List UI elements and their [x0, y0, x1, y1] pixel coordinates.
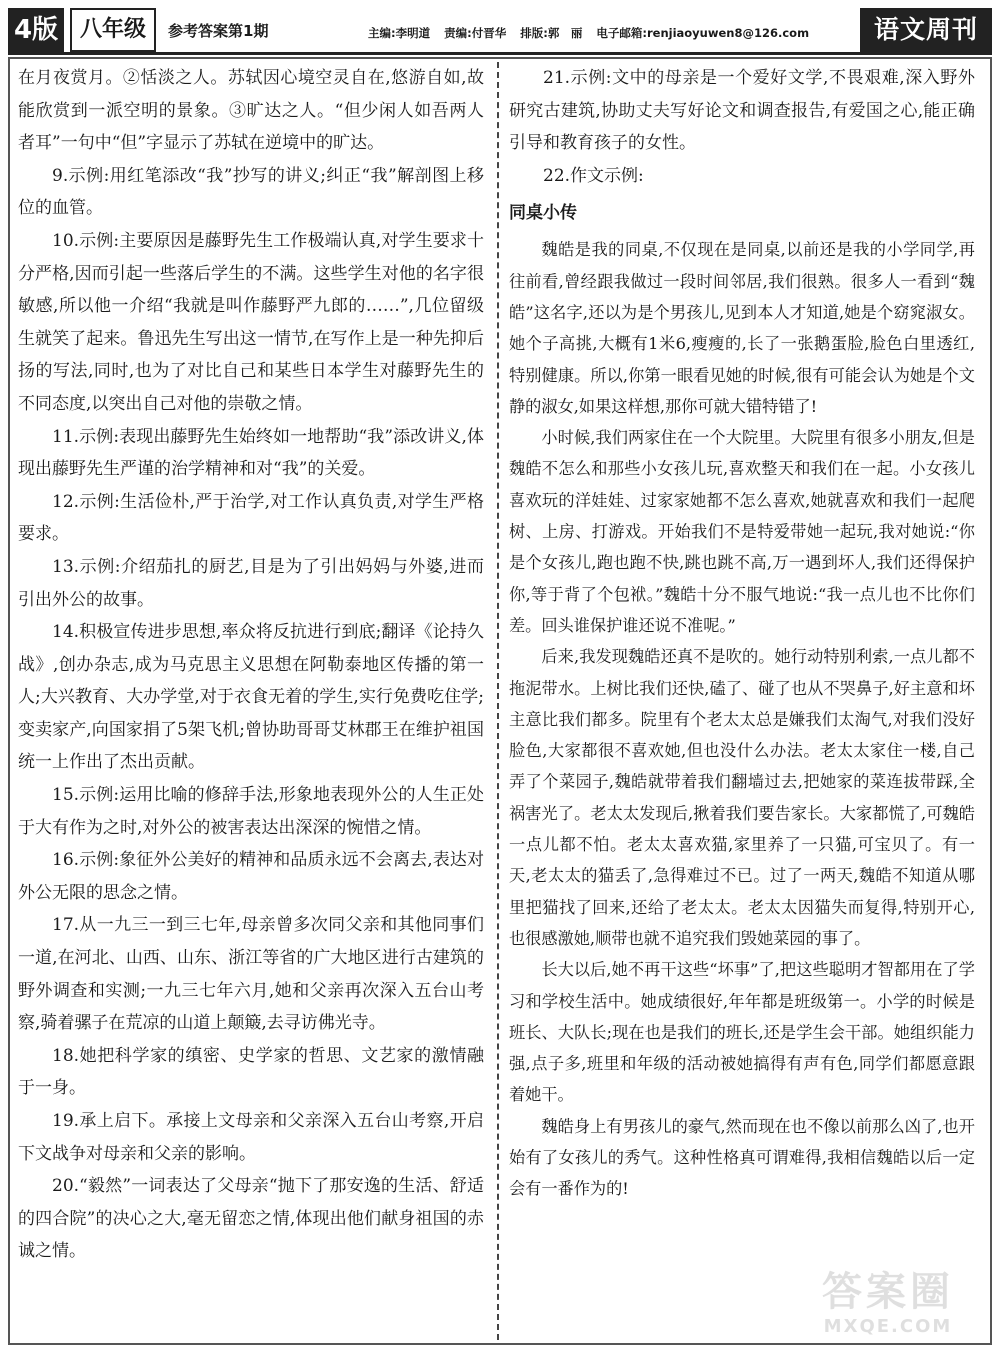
answer-21: 21.示例:文中的母亲是一个爱好文学,不畏艰难,深入野外研究古建筑,协助丈夫写好论文和调查报告,有爱国之心,能正确引导和教育孩子的女性。	[509, 68, 975, 154]
responsible-editor: 责编:付晋华	[444, 26, 507, 40]
answer-12: 12.示例:生活俭朴,严于治学,对工作认真负责,对学生严格要求。	[18, 491, 484, 545]
essay-paragraph: 魏皓是我的同桌,不仅现在是同桌,以前还是我的小学同学,再往前看,曾经跟我做过一段时间邻居,我们很熟。很多人一看到“魏皓”这名字,还以为是个男孩儿,见到本人才知道,她是个窈窕淑女。她个子高挑,大概有1米6,瘦瘦的,长了一张鹅蛋脸,脸色白里透红,特别健康。所以,你第一眼看见她的时候,很有可能会认为她是个文静的淑女,如果这样想,那你可就大错特错了!	[509, 240, 975, 416]
grade-label: 八年级	[70, 8, 156, 52]
answer-13: 13.示例:介绍茄扎的厨艺,目是为了引出妈妈与外婆,进而引出外公的故事。	[18, 556, 484, 610]
answer-14: 14.积极宣传进步思想,率众将反抗进行到底;翻译《论持久战》,创办杂志,成为马克思主义思想在阿勒泰地区传播的第一人;大兴教育、大办学堂,对于衣食无着的学生,实行免费吃住学;变卖家产,向国家捐了5架飞机;曾协助哥哥艾林郡王在维护祖国统一上作出了杰出贡献。	[18, 622, 484, 773]
essay-paragraph: 长大以后,她不再干这些“坏事”了,把这些聪明才智都用在了学习和学校生活中。她成绩很好,年年都是班级第一。小学的时候是班长、大队长;现在也是我们的班长,还是学生会干部。她组织能力强,点子多,班里和年级的活动被她搞得有声有色,同学们都愿意跟着她干。	[509, 960, 975, 1105]
essay-paragraph: 后来,我发现魏皓还真不是吹的。她行动特别利索,一点儿都不拖泥带水。上树比我们还快,磕了、碰了也从不哭鼻子,好主意和坏主意比我们都多。院里有个老太太总是嫌我们太淘气,对我们没好脸色,大家都很不喜欢她,但也没什么办法。老太太家住一楼,自己弄了个菜园子,魏皓就带着我们翻墙过去,把她家的菜连拔带踩,全祸害光了。老太太发现后,揪着我们要告家长。大家都慌了,可魏皓一点儿都不怕。老太太喜欢猫,家里养了一只猫,可宝贝了。有一天,老太太的猫丢了,急得难过不已。过了一两天,魏皓不知道从哪里把猫找了回来,还给了老太太。老太太因猫失而复得,特别开心,也很感激她,顺带也就不追究我们毁她菜园的事了。	[509, 647, 975, 948]
answer-paragraph: 在月夜赏月。②恬淡之人。苏轼因心境空灵自在,悠游自如,故能欣赏到一派空明的景象。③旷达之人。“但少闲人如吾两人者耳”一句中“但”字显示了苏轼在逆境中的旷达。	[18, 68, 484, 154]
right-column	[509, 62, 975, 1338]
essay-paragraph: 小时候,我们两家住在一个大院里。大院里有很多小朋友,但是魏皓不怎么和那些小女孩儿玩,喜欢整天和我们在一起。小女孩儿喜欢玩的洋娃娃、过家家她都不怎么喜欢,她就喜欢和我们一起爬树、上房、打游戏。开始我们不是特爱带她一起玩,我对她说:“你是个女孩儿,跑也跑不快,跳也跳不高,万一遇到坏人,我们还得保护你,等于背了个包袱。”魏皓十分不服气地说:“我一点儿也不比你们差。回头谁保护谁还说不准呢。”	[509, 428, 975, 635]
answer-9: 9.示例:用红笔添改“我”抄写的讲义;纠正“我”解剖图上移位的血管。	[18, 165, 484, 219]
page-header	[8, 8, 992, 55]
essay-title: 同桌小传	[509, 203, 577, 224]
answer-19: 19.承上启下。承接上文母亲和父亲深入五台山考察,开启下文战争对母亲和父亲的影响。	[18, 1111, 484, 1164]
publication-logo: 语文周刊	[860, 8, 992, 52]
issue-label: 参考答案第1期	[168, 22, 269, 40]
watermark-logo: 答案圈	[822, 1269, 954, 1315]
column-divider	[497, 62, 499, 1340]
answer-15: 15.示例:运用比喻的修辞手法,形象地表现外公的人生正处于大有作为之时,对外公的被害表达出深深的惋惜之情。	[18, 785, 484, 838]
answer-16: 16.示例:象征外公美好的精神和品质永远不会离去,表达对外公无限的思念之情。	[18, 850, 484, 903]
essay-paragraph: 魏皓身上有男孩儿的豪气,然而现在也不像以前那么凶了,也开始有了女孩儿的秀气。这种性格真可谓难得,我相信魏皓以后一定会有一番作为的!	[509, 1116, 975, 1199]
layout-editor: 排版:郭 丽	[520, 26, 583, 40]
site-watermark	[788, 1269, 988, 1343]
email-address: 电子邮箱:renjiaoyuwen8@126.com	[596, 26, 810, 40]
answer-22: 22.作文示例:	[543, 165, 644, 186]
answer-18: 18.她把科学家的缜密、史学家的哲思、文艺家的激情融于一身。	[18, 1045, 484, 1099]
page-number-badge: 4版	[8, 8, 64, 52]
editorial-credits	[368, 8, 848, 52]
answer-11: 11.示例:表现出藤野先生始终如一地帮助“我”添改讲义,体现出藤野先生严谨的治学精神和对“我”的关爱。	[18, 426, 484, 480]
answer-20: 20.“毅然”一词表达了父母亲“抛下了那安逸的生活、舒适的四合院”的决心之大,毫无留恋之情,体现出他们献身祖国的赤诚之情。	[18, 1176, 484, 1262]
answer-10: 10.示例:主要原因是藤野先生工作极端认真,对学生要求十分严格,因而引起一些落后学生的不满。这些学生对他的名字很敏感,所以他一介绍“我就是叫作藤野严九郎的……”,几位留级生就笑了起来。鲁迅先生写出这一情节,在写作上是一种先抑后扬的写法,同时,也为了对比自己和某些日本学生对藤野先生的不同态度,以突出自己对他的崇敬之情。	[18, 230, 484, 414]
chief-editor: 主编:李明道	[368, 26, 431, 40]
left-column	[18, 62, 484, 1338]
answer-17: 17.从一九三一到三七年,母亲曾多次同父亲和其他同事们一道,在河北、山西、山东、浙江等省的广大地区进行古建筑的野外调查和实测;一九三七年六月,她和父亲再次深入五台山考察,骑着骡子在荒凉的山道上颠簸,去寻访佛光寺。	[18, 915, 484, 1034]
watermark-url: MXQE.COM	[823, 1316, 953, 1337]
